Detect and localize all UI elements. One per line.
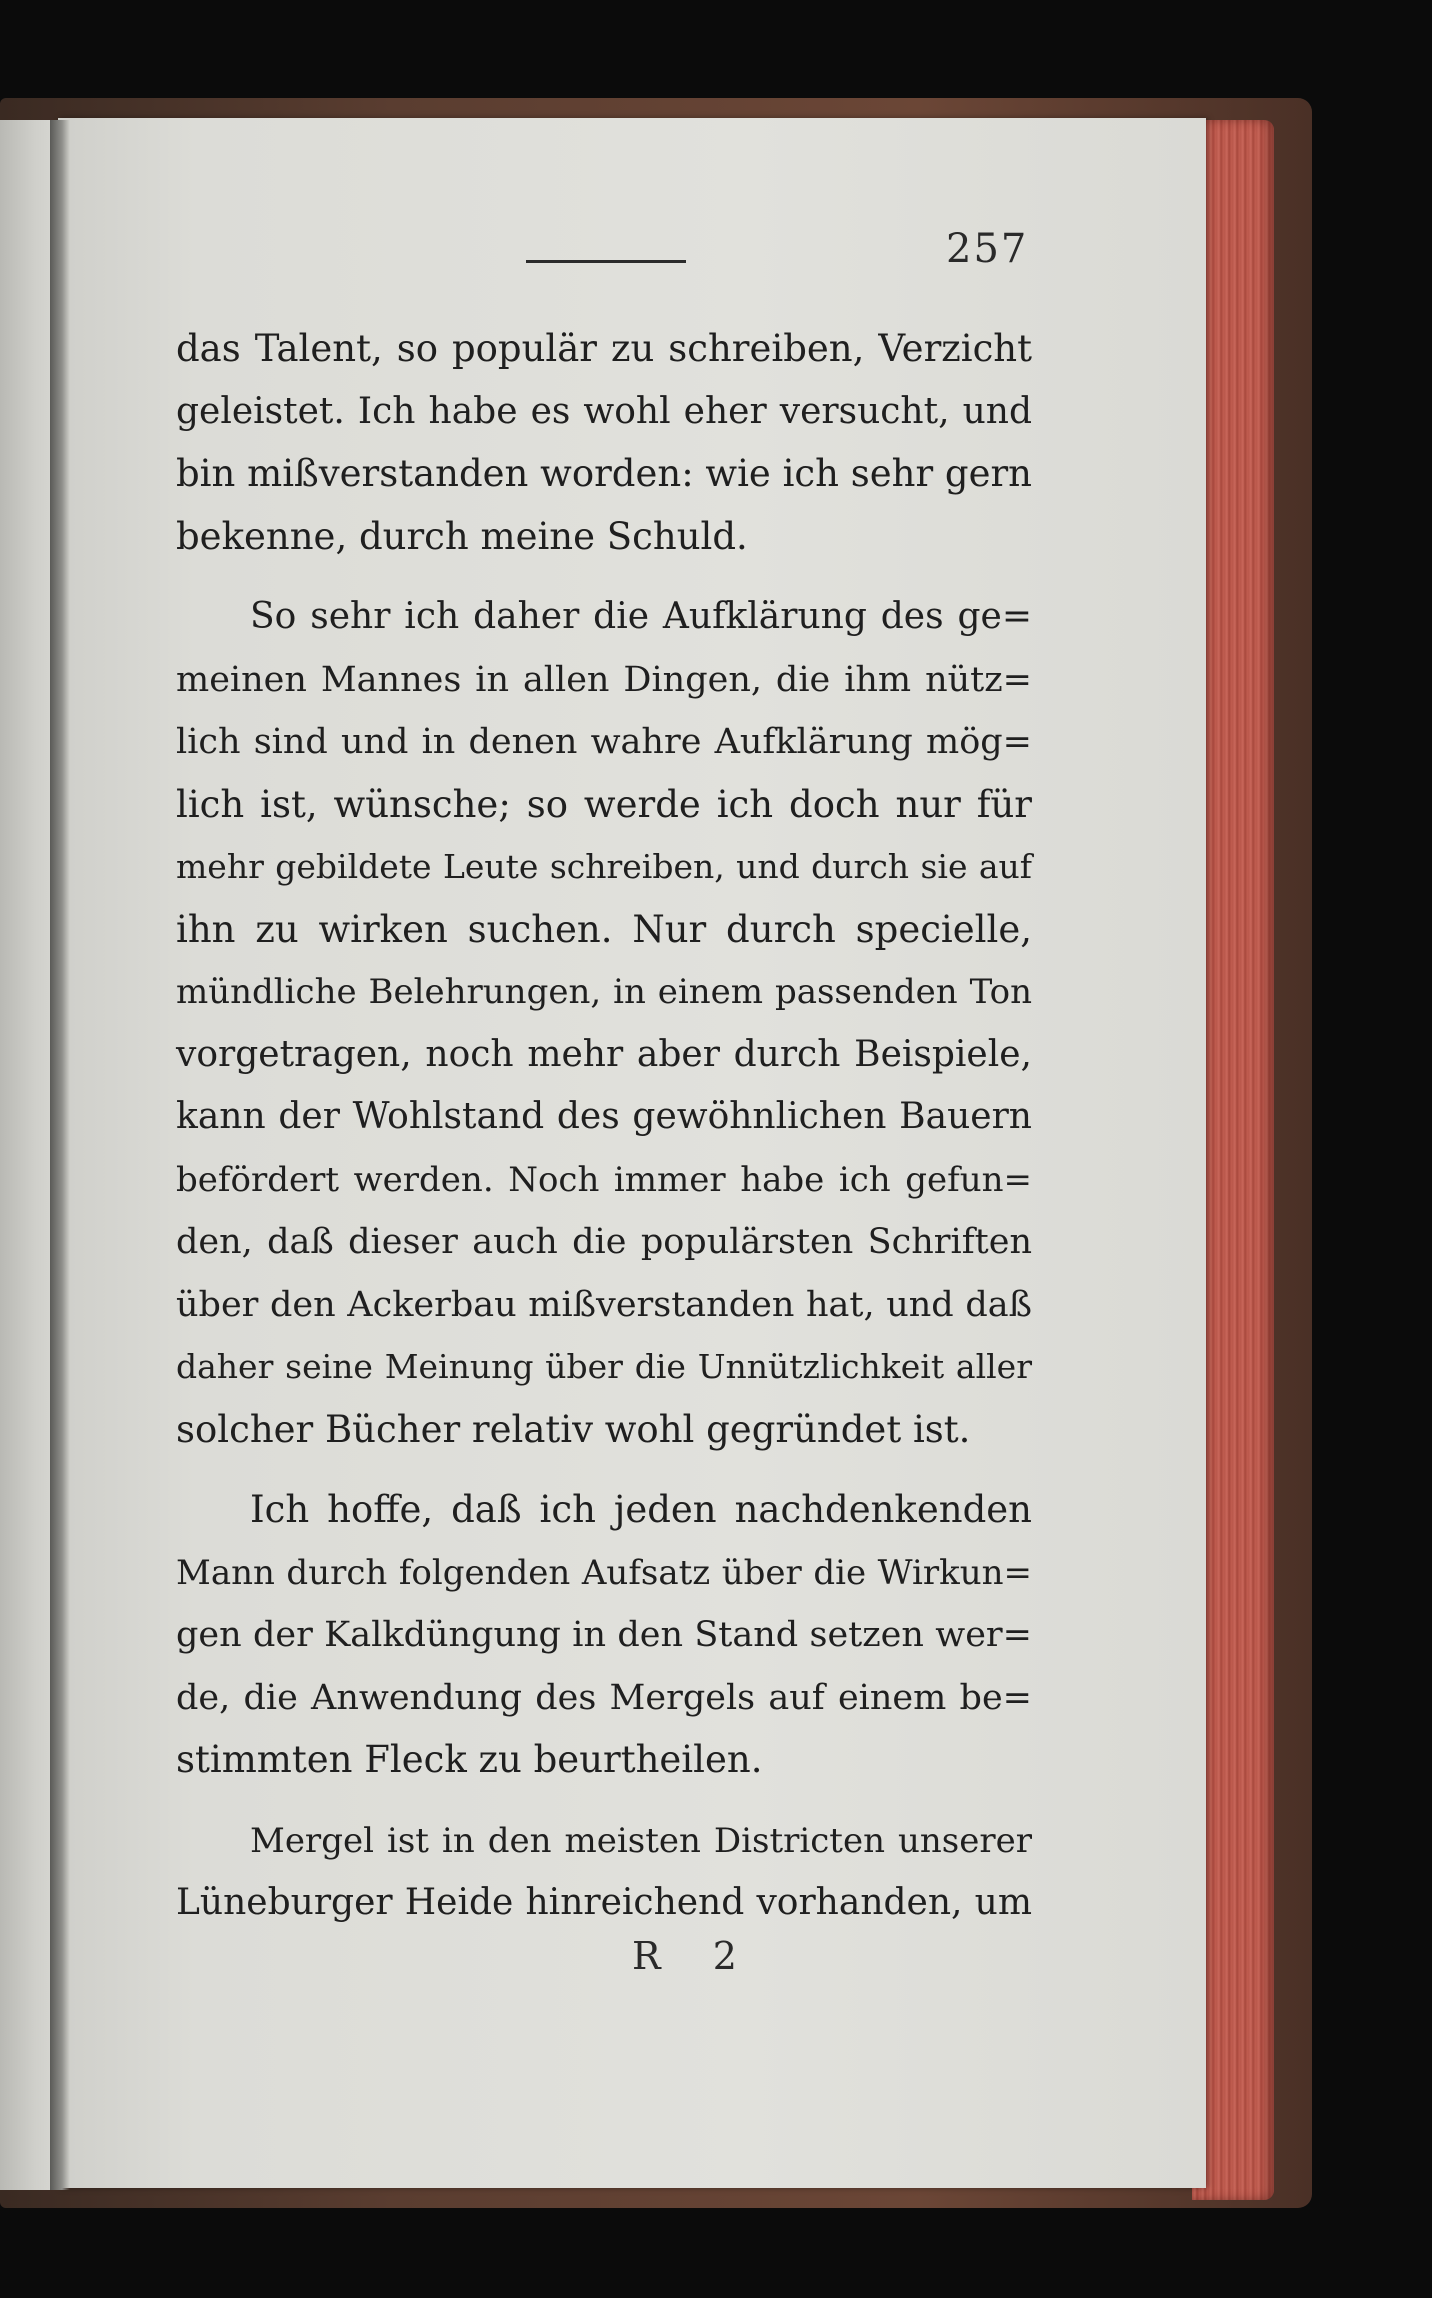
text-line: vorgetragen, noch mehr aber durch Beispiele, <box>176 1033 1032 1075</box>
text-line: So sehr ich daher die Aufklärung des ge= <box>250 596 1032 637</box>
text-line: kann der Wohlstand des gewöhnlichen Bauern <box>176 1096 1032 1137</box>
text-line: mündliche Belehrungen, in einem passenden Ton <box>176 972 1032 1012</box>
text-line: de, die Anwendung des Mergels auf einem be= <box>176 1677 1032 1718</box>
text-line: den, daß dieser auch die populärsten Schriften <box>176 1222 1032 1262</box>
paragraph-3 <box>176 1479 1032 1792</box>
text-line: mehr gebildete Leute schreiben, und durch sie auf <box>176 847 1032 886</box>
page-number: 257 <box>946 226 1029 272</box>
body-text <box>176 318 1032 1935</box>
text-line: geleistet. Ich habe es wohl eher versucht, und <box>176 390 1032 432</box>
text-line: lich sind und in denen wahre Aufklärung mög= <box>176 722 1032 762</box>
text-line: lich ist, wünsche; so werde ich doch nur für <box>176 782 1032 826</box>
paragraph-2 <box>176 586 1032 1461</box>
text-line: meinen Mannes in allen Dingen, die ihm nütz= <box>176 659 1032 700</box>
text-line: bekenne, durch meine Schuld. <box>176 514 748 558</box>
text-line: über den Ackerbau mißverstanden hat, und daß <box>176 1284 1032 1325</box>
text-line: daher seine Meinung über die Unnützlichkeit aller <box>176 1347 1032 1386</box>
paragraph-1 <box>176 318 1032 568</box>
page-gutter <box>50 120 70 2190</box>
text-line: Ich hoffe, daß ich jeden nachdenkenden <box>250 1488 1032 1531</box>
text-line: stimmten Fleck zu beurtheilen. <box>176 1738 763 1781</box>
text-line: ihn zu wirken suchen. Nur durch specielle, <box>176 907 1032 951</box>
text-line: das Talent, so populär zu schreiben, Verzicht <box>176 327 1032 370</box>
paragraph-4 <box>176 1810 1032 1935</box>
text-line: Mann durch folgenden Aufsatz über die Wirkun= <box>176 1552 1032 1593</box>
text-line: befördert werden. Noch immer habe ich gefun= <box>176 1159 1032 1200</box>
text-line: solcher Bücher relativ wohl gegründet ist. <box>176 1407 971 1451</box>
text-line: Lüneburger Heide hinreichend vorhanden, um <box>176 1882 1032 1923</box>
header-rule <box>526 260 686 263</box>
printer-signature-mark: R 2 <box>632 1934 757 1978</box>
text-line: gen der Kalkdüngung in den Stand setzen wer= <box>176 1615 1032 1655</box>
text-line: bin mißverstanden worden: wie ich sehr gern <box>176 452 1032 495</box>
text-line: Mergel ist in den meisten Districten unserer <box>250 1820 1032 1861</box>
